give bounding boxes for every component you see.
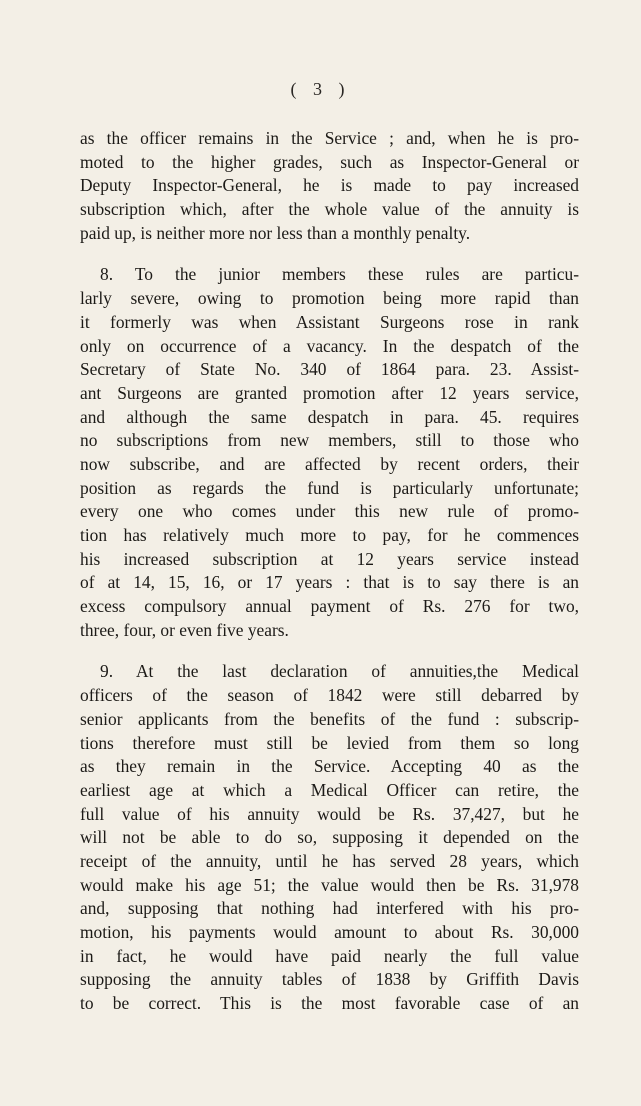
text-line: full value of his annuity would be Rs. 37,427, but he — [80, 803, 579, 824]
text-line: in fact, he would have paid nearly the full value — [80, 945, 579, 966]
text-line: excess compulsory annual payment of Rs. 276 for two, — [80, 596, 579, 617]
text-line: it formerly was when Assistant Surgeons rose in rank — [80, 311, 579, 332]
text-line: tions therefore must still be levied from them so long — [80, 732, 579, 753]
text-line: and although the same despatch in para. 45. requires — [80, 406, 579, 427]
text-line: as the officer remains in the Service ; and, when he is pro- — [80, 128, 579, 148]
text-line: his increased subscription at 12 years service instead — [80, 548, 579, 569]
page-number: ( 3 ) — [290, 79, 351, 99]
text-line: Secretary of State No. 340 of 1864 para. 23. Assist- — [80, 359, 579, 380]
text-line: 8. To the junior members these rules are particu- — [100, 264, 579, 285]
text-line: ant Surgeons are granted promotion after 12 years service, — [80, 382, 579, 403]
text-line: only on occurrence of a vacancy. In the despatch of the — [80, 335, 579, 356]
text-line: and, supposing that nothing had interfered with his pro- — [80, 898, 579, 919]
text-line: moted to the higher grades, such as Inspector-General or — [80, 151, 579, 172]
paragraph-9 — [80, 660, 579, 1015]
text-line: three, four, or even five years. — [80, 619, 289, 640]
text-line: earliest age at which a Medical Officer can retire, the — [80, 779, 579, 800]
text-line: as they remain in the Service. Accepting 40 as the — [80, 756, 579, 777]
paragraph-8 — [80, 263, 579, 642]
text-line: to be correct. This is the most favorable case of an — [80, 993, 579, 1014]
text-line: motion, his payments would amount to about Rs. 30,000 — [80, 922, 579, 942]
text-line: position as regards the fund is particularly unfortunate; — [80, 477, 579, 498]
text-line: no subscriptions from new members, still to those who — [80, 430, 579, 451]
body-text — [80, 127, 579, 1034]
paragraph-1 — [80, 127, 579, 245]
text-line: senior applicants from the benefits of the fund : subscrip- — [80, 708, 579, 729]
text-line: larly severe, owing to promotion being more rapid than — [80, 288, 579, 309]
text-line: of at 14, 15, 16, or 17 years : that is to say there is an — [80, 572, 579, 593]
text-line: subscription which, after the whole value of the annuity is — [80, 199, 579, 220]
text-line: receipt of the annuity, until he has served 28 years, which — [80, 850, 579, 871]
text-line: paid up, is neither more nor less than a monthly penalty. — [80, 222, 471, 243]
text-line: officers of the season of 1842 were still debarred by — [80, 685, 579, 706]
text-line: will not be able to do so, supposing it depended on the — [80, 827, 579, 848]
text-line: now subscribe, and are affected by recent orders, their — [80, 453, 579, 474]
text-line: Deputy Inspector-General, he is made to pay increased — [80, 175, 579, 196]
text-line: 9. At the last declaration of annuities,the Medical — [100, 661, 579, 682]
text-line: supposing the annuity tables of 1838 by Griffith Davis — [80, 969, 579, 990]
text-line: every one who comes under this new rule of promo- — [80, 501, 579, 522]
text-line: tion has relatively much more to pay, for he commences — [80, 525, 579, 545]
text-line: would make his age 51; the value would then be Rs. 31,978 — [80, 874, 579, 895]
